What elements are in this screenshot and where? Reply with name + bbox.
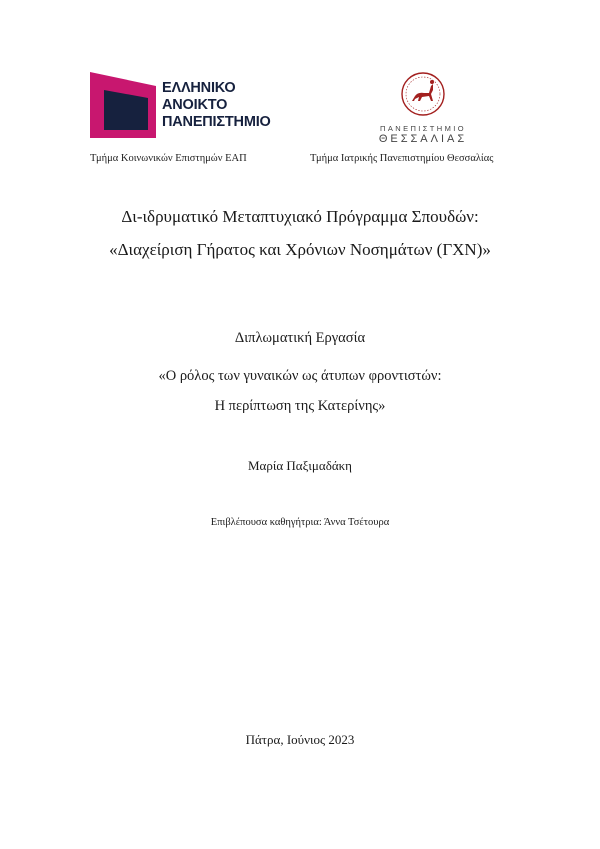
thesis-title-line2: Η περίπτωση της Κατερίνης»	[214, 398, 386, 414]
place-date: Πάτρα, Ιούνιος 2023	[245, 732, 355, 747]
author-name: Μαρία Παξιμαδάκη	[248, 458, 352, 473]
eap-emblem-icon	[90, 72, 156, 138]
eap-logo-line: ΑΝΟΙΚΤΟ	[162, 97, 228, 113]
uth-logo-line1: ΠΑΝΕΠΙΣΤΗΜΙΟ	[380, 124, 466, 133]
eap-logo-line: ΠΑΝΕΠΙΣΤΗΜΙΟ	[162, 114, 271, 130]
supervisor: Επιβλέπουσα καθηγήτρια: Άννα Τσέτουρα	[210, 517, 390, 528]
uth-logo-line2: ΘΕΣΣΑΛΙΑΣ	[378, 133, 468, 145]
program-title-line2: «Διαχείριση Γήρατος και Χρόνιων Νοσημάτων (ΓΧΝ)»	[109, 240, 491, 259]
eap-logo-text	[162, 80, 271, 131]
hellenic-open-university-logo	[90, 72, 275, 138]
program-title-line1: Δι-ιδρυματικό Μεταπτυχιακό Πρόγραμμα Σπουδών:	[121, 207, 479, 226]
university-of-thessaly-logo	[366, 70, 480, 150]
centaur-emblem-icon	[400, 70, 446, 118]
department-caption-right: Τμήμα Ιατρικής Πανεπιστημίου Θεσσαλίας	[310, 153, 494, 164]
thesis-type: Διπλωματική Εργασία	[234, 330, 366, 346]
department-caption-left: Τμήμα Κοινωνικών Επιστημών ΕΑΠ	[90, 153, 247, 164]
thesis-title-line1: «Ο ρόλος των γυναικών ως άτυπων φροντιστών:	[158, 368, 442, 384]
eap-logo-line: ΕΛΛΗΝΙΚΟ	[162, 80, 236, 96]
